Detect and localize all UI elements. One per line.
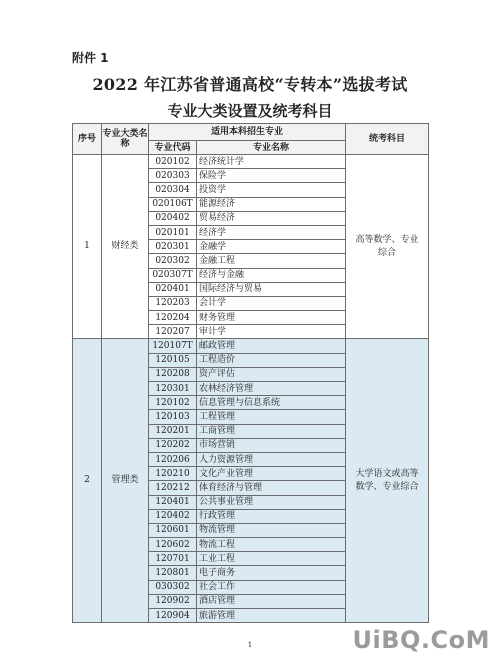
major-name: 信息管理与信息系统 bbox=[197, 396, 346, 410]
major-code: 120107T bbox=[149, 339, 197, 353]
major-name: 金融工程 bbox=[197, 254, 346, 268]
header-major-code: 专业代码 bbox=[149, 141, 197, 155]
major-name: 旅游管理 bbox=[197, 609, 346, 623]
major-code: 020304 bbox=[149, 183, 197, 197]
major-name: 贸易经济 bbox=[197, 211, 346, 225]
major-code: 120701 bbox=[149, 552, 197, 566]
major-name: 农林经济管理 bbox=[197, 382, 346, 396]
major-name: 人力资源管理 bbox=[197, 452, 346, 466]
majors-table bbox=[72, 123, 429, 623]
major-code: 120212 bbox=[149, 481, 197, 495]
major-code: 120601 bbox=[149, 523, 197, 537]
major-code: 120801 bbox=[149, 566, 197, 580]
major-name: 酒店管理 bbox=[197, 594, 346, 608]
major-code: 120904 bbox=[149, 609, 197, 623]
major-name: 公共事业管理 bbox=[197, 495, 346, 509]
major-code: 020402 bbox=[149, 211, 197, 225]
major-name: 资产评估 bbox=[197, 367, 346, 381]
major-name: 邮政管理 bbox=[197, 339, 346, 353]
major-code: 120301 bbox=[149, 382, 197, 396]
major-code: 120402 bbox=[149, 509, 197, 523]
major-name: 文化产业管理 bbox=[197, 467, 346, 481]
major-code: 120203 bbox=[149, 296, 197, 310]
major-name: 财务管理 bbox=[197, 311, 346, 325]
major-code: 030302 bbox=[149, 580, 197, 594]
major-name: 能源经济 bbox=[197, 197, 346, 211]
major-code: 120210 bbox=[149, 467, 197, 481]
major-name: 社会工作 bbox=[197, 580, 346, 594]
major-code: 120204 bbox=[149, 311, 197, 325]
attachment-label: 附件 1 bbox=[72, 51, 109, 65]
major-name: 金融学 bbox=[197, 240, 346, 254]
major-name: 物流工程 bbox=[197, 538, 346, 552]
major-code: 120401 bbox=[149, 495, 197, 509]
major-code: 120202 bbox=[149, 438, 197, 452]
major-name: 经济学 bbox=[197, 225, 346, 239]
major-name: 工业工程 bbox=[197, 552, 346, 566]
major-code: 020101 bbox=[149, 225, 197, 239]
major-name: 工程造价 bbox=[197, 353, 346, 367]
major-name: 保险学 bbox=[197, 169, 346, 183]
major-code: 120206 bbox=[149, 452, 197, 466]
table-row bbox=[73, 155, 429, 169]
major-code: 020301 bbox=[149, 240, 197, 254]
group-exam-subjects: 大学语文或高等数学、专业综合 bbox=[346, 339, 429, 623]
header-seq: 序号 bbox=[73, 124, 102, 155]
major-code: 120102 bbox=[149, 396, 197, 410]
major-code: 120207 bbox=[149, 325, 197, 339]
major-code: 120105 bbox=[149, 353, 197, 367]
group-category: 管理类 bbox=[102, 339, 149, 623]
major-code: 120208 bbox=[149, 367, 197, 381]
major-code: 120103 bbox=[149, 410, 197, 424]
document-title: 2022 年江苏省普通高校“专转本”选拔考试 bbox=[92, 75, 408, 94]
major-name: 审计学 bbox=[197, 325, 346, 339]
table-row bbox=[73, 339, 429, 353]
major-code: 020106T bbox=[149, 197, 197, 211]
major-code: 120201 bbox=[149, 424, 197, 438]
group-seq: 2 bbox=[73, 339, 102, 623]
major-name: 物流管理 bbox=[197, 523, 346, 537]
header-major-name: 专业名称 bbox=[197, 141, 346, 155]
group-exam-subjects: 高等数学、专业综合 bbox=[346, 155, 429, 339]
major-code: 020307T bbox=[149, 268, 197, 282]
group-category: 财经类 bbox=[102, 155, 149, 339]
header-category: 专业大类名称 bbox=[102, 124, 149, 155]
major-code: 020102 bbox=[149, 155, 197, 169]
major-name: 国际经济与贸易 bbox=[197, 282, 346, 296]
major-name: 市场营销 bbox=[197, 438, 346, 452]
group-seq: 1 bbox=[73, 155, 102, 339]
major-name: 工程管理 bbox=[197, 410, 346, 424]
major-name: 工商管理 bbox=[197, 424, 346, 438]
major-name: 经济与金融 bbox=[197, 268, 346, 282]
major-code: 020401 bbox=[149, 282, 197, 296]
major-name: 电子商务 bbox=[197, 566, 346, 580]
major-name: 经济统计学 bbox=[197, 155, 346, 169]
major-name: 行政管理 bbox=[197, 509, 346, 523]
major-name: 会计学 bbox=[197, 296, 346, 310]
major-name: 投资学 bbox=[197, 183, 346, 197]
watermark-logo: UiBQ.CoM bbox=[352, 626, 490, 654]
page-number: 1 bbox=[247, 641, 253, 649]
major-code: 120602 bbox=[149, 538, 197, 552]
document-subtitle: 专业大类设置及统考科目 bbox=[167, 102, 333, 120]
major-name: 体育经济与管理 bbox=[197, 481, 346, 495]
major-code: 020302 bbox=[149, 254, 197, 268]
table-body bbox=[73, 155, 429, 623]
major-code: 020303 bbox=[149, 169, 197, 183]
header-exam-subjects: 统考科目 bbox=[346, 124, 429, 155]
major-code: 120902 bbox=[149, 594, 197, 608]
header-applicable-majors: 适用本科招生专业 bbox=[149, 124, 346, 141]
